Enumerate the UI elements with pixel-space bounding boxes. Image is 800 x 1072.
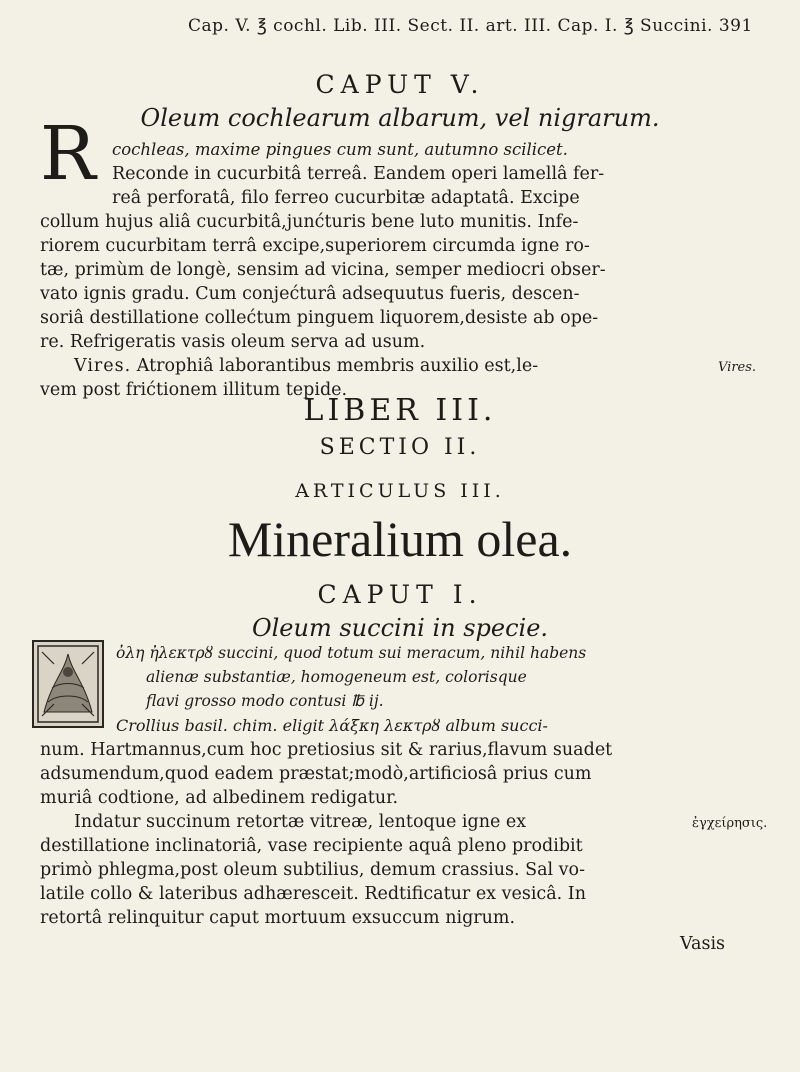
body-line: Indatur succinum retortæ vitreæ, lentoque igne ex [74, 812, 527, 832]
body-line: Recondе in cucurbitâ terreâ. Eandem operi lamellâ fer- [112, 164, 605, 184]
drop-cap: R [40, 111, 96, 197]
body-line: num. Hartmannus,cum hoc pretiosius sit & rarius,flavum suadet [40, 740, 613, 760]
body-line: ὀλη ἠλεκτρȣ succini, quod totum sui meracum, nihil habens [116, 644, 587, 662]
body-line: Crollius basil. chim. eligit λάξκη λεκτρȣ album succi- [116, 716, 548, 735]
chapter-subtitle: Oleum cochlearum albarum, vel nigrarum. [140, 104, 660, 132]
body-line: collum hujus aliâ cucurbitâ,junćturis bene luto munitis. Infe- [40, 212, 579, 232]
body-line: destillatione inclinatoriâ, vase recipiente aquâ pleno prodibit [40, 836, 583, 856]
articulus-heading: ARTICULUS III. [295, 480, 505, 502]
recipe-first-line: cochleas, maxime pingues cum sunt, autumno scilicet. [112, 140, 568, 159]
chapter-heading: CAPUT V. [315, 70, 485, 99]
margin-note-vires: Vires. [718, 360, 757, 375]
body-line: flavi grosso modo contusi ℔ ij. [146, 692, 384, 710]
body-line: alienæ substantiæ, homogeneum est, colorisque [146, 668, 527, 686]
catchword: Vasis [680, 934, 726, 954]
body-line: primò phlegma,post oleum subtilius, demum crassius. Sal vo- [40, 860, 585, 880]
chapter-subtitle: Oleum succini in specie. [251, 614, 549, 642]
vires-label: Vires. [74, 356, 132, 376]
woodcut-ornament [32, 640, 104, 728]
body-line: riorem cucurbitam terrâ excipe,superiorem circumda igne ro- [40, 236, 590, 256]
body-line: retortâ relinquitur caput mortuum exsuccum nigrum. [40, 908, 516, 928]
margin-note-encheiresis: ἐγχείρησις. [692, 816, 768, 831]
section-title: Mineralium olea. [227, 511, 573, 567]
chapter-heading: CAPUT I. [317, 580, 483, 609]
running-head: Cap. V. ℥ cochl. Lib. III. Sect. II. art. III. Cap. I. ℥ Succini. 391 [188, 16, 753, 36]
body-line: adsumendum,quod eadem præstat;modò,artificiosâ prius cum [40, 764, 592, 784]
body-line: tæ, primùm de longè, sensim ad vicina, semper mediocri obser- [40, 260, 606, 280]
body-line: soriâ destillatione collećtum pinguem liquorem,desiste ab ope- [40, 308, 599, 328]
body-line: vato ignis gradu. Cum conjećturâ adsequutus fueris, descen- [40, 284, 580, 304]
liber-heading: LIBER III. [303, 393, 497, 428]
body-line: vem post frićtionem illitum tepide. [40, 380, 348, 400]
sectio-heading: SECTIO II. [319, 435, 481, 460]
body-line: reâ perforatâ, filo ferreo cucurbitæ adaptatâ. Excipe [112, 188, 580, 208]
body-line: muriâ codtione, ad albedinem redigatur. [40, 788, 399, 808]
body-line: re. Refrigeratis vasis oleum serva ad usum. [40, 332, 426, 352]
body-line: latile collo & lateribus adhæresceit. Redtificatur ex vesicâ. In [40, 884, 586, 904]
body-line: Atrophiâ laborantibus membris auxilio est,le- [136, 356, 539, 376]
ornament-icon [34, 642, 102, 726]
